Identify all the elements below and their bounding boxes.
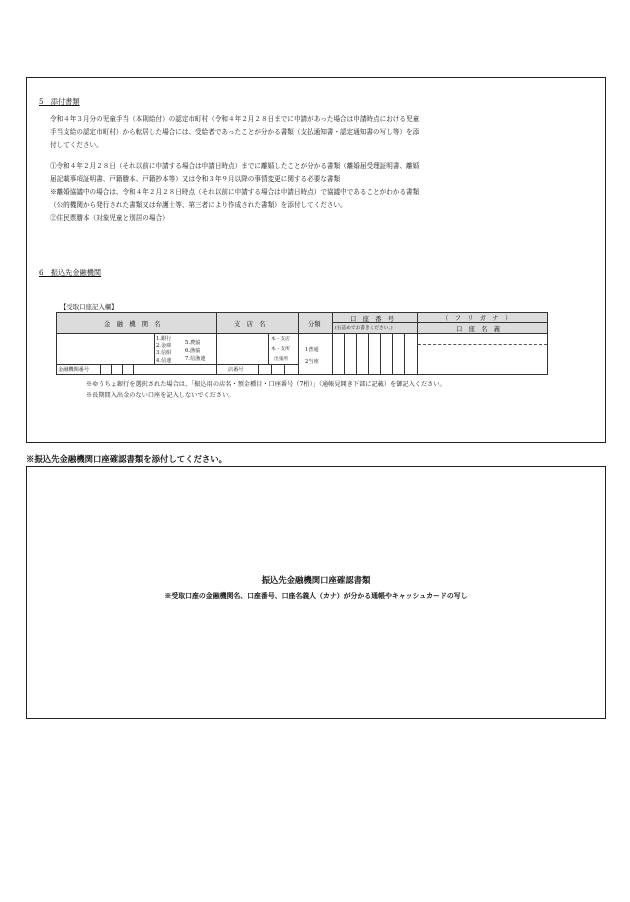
section5-para2-line2: 届記載事項証明書、戸籍謄本、戸籍抄本等）又は令和３年９月以降の事情変更に関する必要な書類	[50, 175, 341, 183]
account-digit-cell-4	[380, 334, 381, 375]
header-branch: 支 店 名	[234, 321, 266, 328]
section5-para2-line1: ①令和４年２月２８日（それ以前に申請する場合は申請日時点）までに離婚したことが分かる書類（離婚届受理証明書、離婚	[50, 162, 420, 170]
header-account-note: (右詰めでお書きください。)	[335, 326, 393, 331]
dormant-account-note: ※長期間入出金のない口座を記入しないでください。	[86, 392, 235, 399]
inst-code-label: 金融機関番号	[58, 367, 90, 373]
section5-para2-line4: （公的機関から発行された書類又は弁護士等、第三者により作成された書類）を添付してください。	[50, 201, 347, 209]
account-digit-cell-6	[404, 334, 405, 375]
col-divider-1	[216, 312, 217, 375]
attach-box-subtitle: ※受取口座の金融機関名、口座番号、口座名義人（カナ）が分かる通帳やキャッシュカードの写し	[164, 592, 468, 600]
section5-para2-line5: ②住民票謄本（対象児童と別居の場合）	[50, 214, 169, 222]
table-header-divider	[56, 333, 548, 334]
branch-code-label: 店番号	[228, 367, 244, 373]
branch-code-cell-1	[258, 364, 259, 374]
account-digit-cell-2	[356, 334, 357, 375]
holder-header-split	[418, 322, 547, 323]
col-divider-2	[298, 312, 299, 375]
attach-confirmation-note: ※振込先金融機関口座確認書類を添付してください。	[26, 454, 227, 464]
branch-code-divider	[216, 364, 298, 365]
branch-code-cell-3	[284, 364, 285, 374]
bank-account-table	[56, 312, 548, 375]
inst-type-bank: 1.銀行	[156, 336, 172, 342]
table-border-left	[56, 312, 57, 375]
header-institution: 金 融 機 関 名	[104, 321, 161, 328]
header-type: 分類	[308, 321, 321, 328]
account-digit-cell-3	[368, 334, 369, 375]
section6-heading: 6 振込先金融機関	[39, 268, 102, 277]
header-furigana: （ フ リ ガ ナ ）	[442, 315, 512, 322]
section5-para1-line3: 付してください。	[50, 141, 103, 149]
inst-type-shinso: 3.信組	[156, 350, 172, 356]
inst-code-cell-3	[122, 364, 123, 374]
section5-para1-line1: 令和４年３月分の児童手当（本則給付）の認定市町村（令和４年２月２８日までに申請があった場合は申請時点における児童	[50, 115, 420, 123]
yucho-note: ※ゆうちょ銀行を選択された場合は、「振込用の店名・預金種目・口座番号（7桁）」（通帳見開き下部に記載）を御記入ください。	[86, 381, 446, 388]
section5-para2-line3: ※離婚協議中の場合は、令和４年２月２８日時点（それ以前に申請する場合は申請日時点）で協議中であることがわかる書類	[50, 188, 420, 196]
inst-code-cell-2	[111, 364, 112, 374]
inst-type-shinkin: 2.金庫	[156, 343, 172, 349]
account-type-futsu: 1普通	[305, 347, 319, 353]
inst-code-divider	[56, 364, 216, 365]
branch-code-cell-2	[271, 364, 272, 374]
account-digit-cell-1	[344, 334, 345, 375]
branch-type-honshiten: 本・支店	[271, 337, 290, 342]
table-border-right	[547, 312, 548, 375]
branch-type-honshisho: 本・支所	[271, 347, 290, 352]
inst-type-nokyo: 5.農協	[185, 340, 201, 346]
inst-type-shingyoren: 7.信漁連	[185, 356, 206, 362]
account-digit-cell-5	[392, 334, 393, 375]
inst-code-cell-1	[100, 364, 101, 374]
inst-type-gyokyo: 6.漁協	[185, 348, 201, 354]
inst-types-divider	[154, 334, 155, 364]
attach-document-box	[26, 466, 606, 719]
inst-type-shinren: 4.信連	[156, 358, 172, 364]
inst-code-cell-4	[133, 364, 134, 374]
branch-type-shucchojo: 出張所	[274, 357, 289, 362]
table-caption: 【受取口座記入欄】	[60, 303, 118, 311]
attach-box-title: 振込先金融機関口座確認書類	[261, 575, 371, 585]
section5-para1-line2: 手当支給の認定市町村）から転居した場合には、受給者であったことが分かる書類（支払通知書・認定通知書の写し等）を添	[50, 128, 420, 136]
holder-furigana-dashed-line	[418, 344, 547, 345]
account-type-toza: 2当座	[305, 359, 319, 365]
table-border-bottom	[56, 374, 548, 375]
header-account-number: 口 座 番 号	[350, 316, 395, 323]
header-holder: 口 座 名 義	[456, 326, 501, 333]
section5-heading: 5 添付書類	[39, 97, 80, 106]
branch-types-divider	[268, 334, 269, 364]
